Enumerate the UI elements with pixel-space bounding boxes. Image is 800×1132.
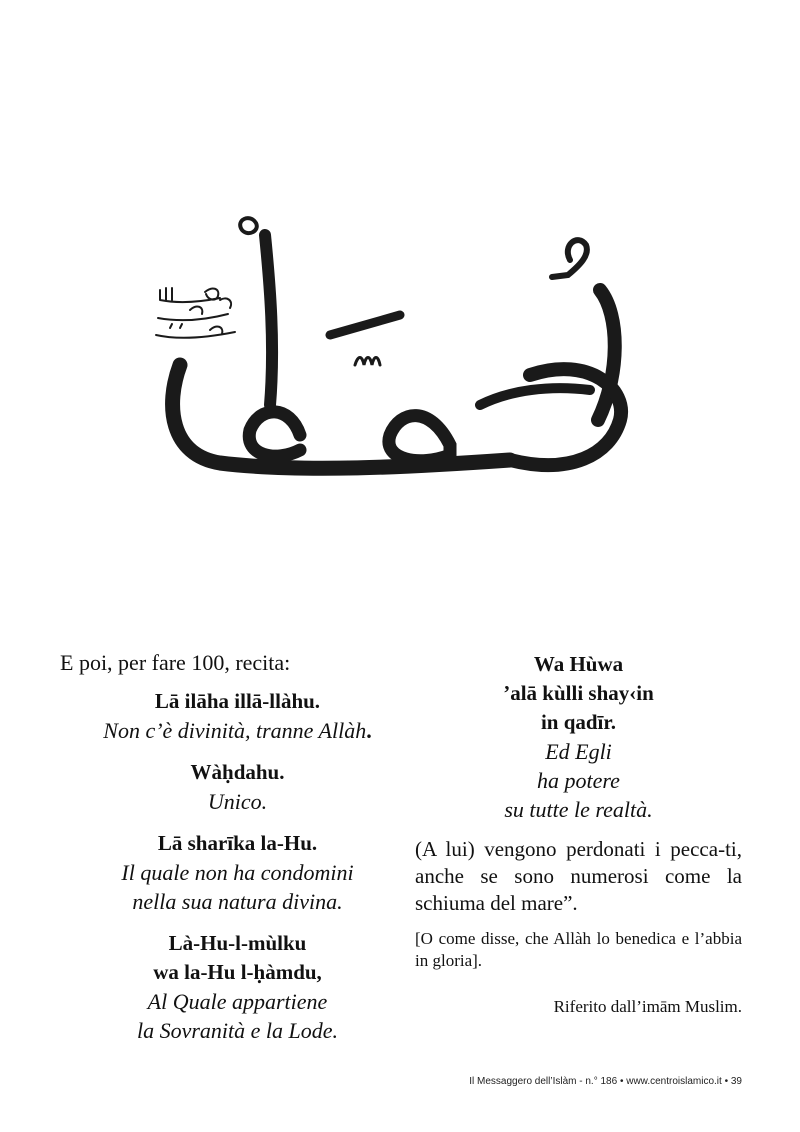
blessing-calligraphy — [150, 280, 245, 355]
dhikr-block-3 — [60, 829, 415, 916]
translation: Il quale non ha condomini — [121, 860, 354, 885]
reward-paragraph: (A lui) vengono perdonati i pecca-ti, anche se sono numerosi come la schiuma del mare”. — [415, 837, 742, 915]
dhikr-block-2 — [60, 758, 415, 816]
translation: Unico. — [207, 789, 268, 814]
left-column — [60, 650, 415, 1058]
transliteration: in qadīr. — [540, 710, 617, 734]
transliteration: ’alā kùlli shay‹in — [503, 681, 654, 705]
transliteration: Là-Hu-l-mùlku — [168, 931, 307, 955]
source-reference: Riferito dall’imām Muslim. — [553, 997, 742, 1016]
transliteration: Lā ilāha illā-llàhu. — [154, 689, 321, 713]
transliteration: Wàḥdahu. — [190, 760, 285, 784]
bracket-note: [O come disse, che Allàh lo benedica e l’abbia in gloria]. — [415, 929, 742, 970]
translation: su tutte le realtà. — [504, 797, 653, 822]
dhikr-block-1 — [60, 687, 415, 745]
transliteration: Lā sharīka la-Hu. — [157, 831, 318, 855]
dhikr-block-5 — [415, 650, 742, 824]
intro-text: E poi, per fare 100, recita: — [60, 650, 291, 675]
translation: la Sovranità e la Lode. — [136, 1018, 339, 1043]
transliteration: Wa Hùwa — [533, 652, 624, 676]
translation: ha potere — [537, 768, 620, 793]
translation: Ed Egli — [545, 739, 612, 764]
right-column — [415, 650, 742, 1018]
translation: Non c’è divinità, tranne Allàh. — [103, 718, 372, 743]
translation: Al Quale appartiene — [147, 989, 328, 1014]
dhikr-block-4 — [60, 929, 415, 1045]
translation: nella sua natura divina. — [132, 889, 343, 914]
transliteration: wa la-Hu l-ḥàmdu, — [153, 960, 322, 984]
page-footer: Il Messaggero dell’Islàm - n.° 186 • www.centroislamico.it • 39 — [469, 1076, 742, 1087]
